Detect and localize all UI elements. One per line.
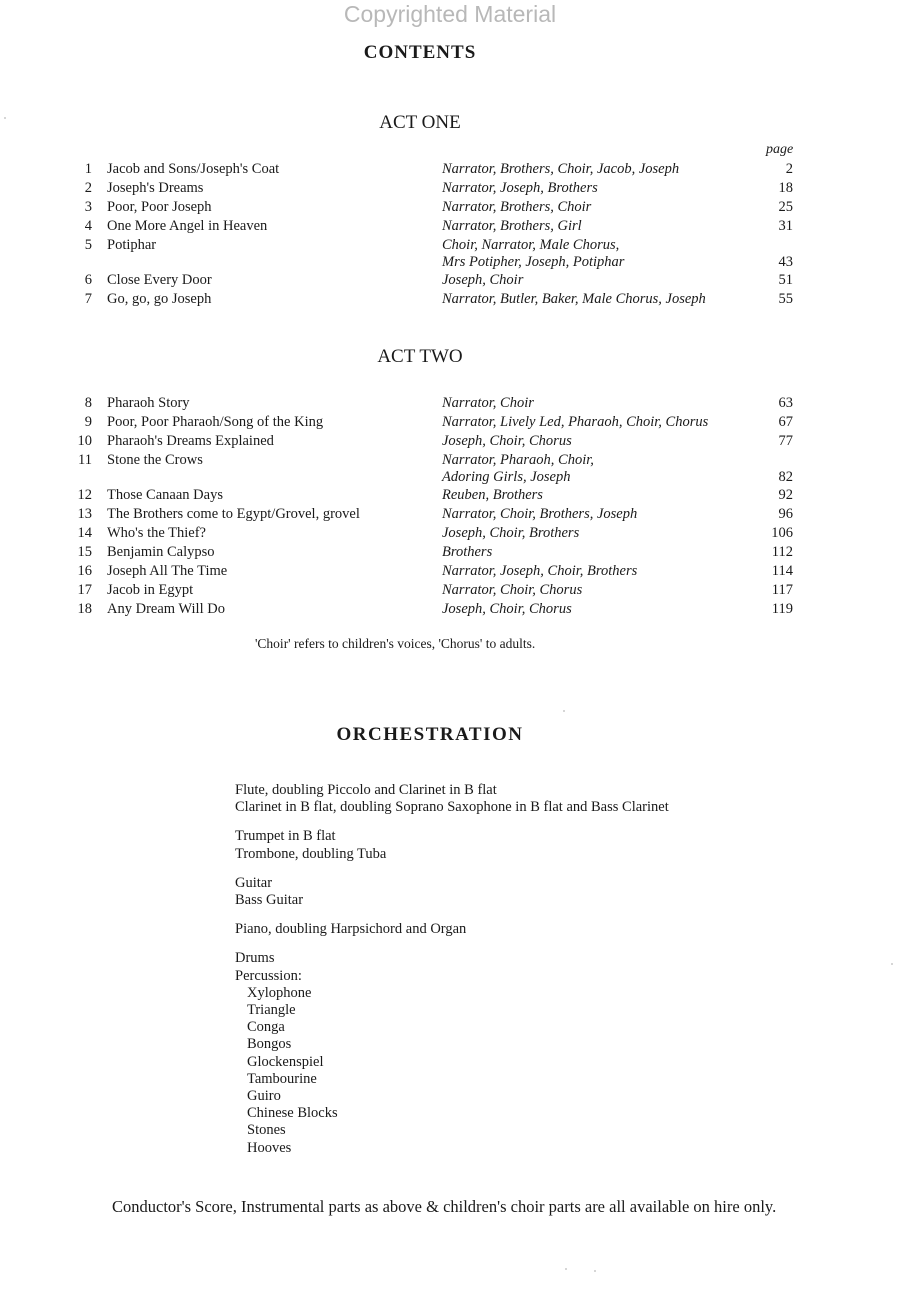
item-title: Jacob in Egypt	[107, 582, 194, 598]
cast-line: Narrator, Brothers, Choir, Jacob, Joseph	[442, 161, 680, 177]
percussion-instrument: Tambourine	[247, 1070, 317, 1087]
percussion-instrument: Guiro	[247, 1088, 281, 1105]
item-cast	[442, 414, 708, 431]
item-title: Who's the Thief?	[107, 525, 206, 541]
item-page: 112	[771, 544, 793, 560]
item-number: 5	[84, 237, 92, 253]
item-page: 117	[771, 582, 793, 598]
page-column-label: page	[766, 142, 794, 157]
item-number: 17	[77, 582, 92, 598]
instrument: Bass Guitar	[235, 892, 304, 909]
cast-line: Narrator, Pharaoh, Choir,	[442, 452, 594, 468]
percussion-instrument: Conga	[247, 1019, 285, 1036]
item-title: Joseph's Dreams	[107, 180, 204, 196]
item-page: 67	[778, 414, 793, 430]
percussion-instrument: Glockenspiel	[247, 1053, 324, 1070]
item-title: Pharaoh's Dreams Explained	[107, 433, 274, 449]
instrument: Clarinet in B flat, doubling Soprano Saxophone in B flat and Bass Clarinet	[235, 799, 669, 816]
cast-line: Adoring Girls, Joseph	[442, 469, 571, 485]
item-cast	[442, 487, 543, 504]
item-title: Close Every Door	[107, 272, 212, 288]
item-number: 13	[77, 506, 92, 522]
item-number: 11	[78, 452, 92, 468]
item-title: One More Angel in Heaven	[107, 218, 268, 234]
percussion-instrument: Xylophone	[247, 984, 312, 1001]
item-page: 25	[778, 199, 793, 215]
item-number: 2	[84, 180, 92, 196]
item-cast	[442, 433, 572, 450]
instrument: Flute, doubling Piccolo and Clarinet in B flat	[235, 782, 497, 798]
item-title: Potiphar	[107, 237, 157, 253]
item-number: 3	[84, 199, 92, 215]
item-number: 4	[84, 218, 92, 234]
instrument-group	[235, 921, 669, 938]
item-title: Pharaoh Story	[107, 395, 190, 411]
item-cast	[442, 544, 492, 561]
watermark: Copyrighted Material	[343, 1, 557, 27]
item-title: Poor, Poor Joseph	[107, 199, 212, 215]
item-number: 10	[77, 433, 92, 449]
cast-line: Joseph, Choir	[442, 272, 524, 288]
cast-line: Narrator, Brothers, Girl	[442, 218, 582, 234]
item-number: 6	[84, 272, 92, 288]
cast-line: Narrator, Choir	[442, 395, 534, 411]
item-cast	[442, 161, 679, 178]
item-title: The Brothers come to Egypt/Grovel, grovel	[107, 506, 360, 522]
instrument: Trumpet in B flat	[235, 828, 336, 845]
cast-line: Narrator, Brothers, Choir	[442, 199, 592, 215]
availability-note: Conductor's Score, Instrumental parts as above & children's choir parts are all available on hire only.	[112, 1197, 777, 1216]
item-page: 51	[778, 272, 793, 288]
item-number: 8	[84, 395, 92, 411]
item-page: 82	[778, 469, 793, 485]
cast-line: Narrator, Butler, Baker, Male Chorus, Joseph	[442, 291, 706, 307]
cast-line: Reuben, Brothers	[442, 487, 543, 503]
item-page: 114	[771, 563, 793, 579]
item-number: 14	[77, 525, 92, 541]
item-cast	[442, 395, 534, 412]
instrument-group	[235, 950, 669, 1156]
item-title: Poor, Poor Pharaoh/Song of the King	[107, 414, 324, 430]
percussion-instrument: Triangle	[247, 1002, 296, 1019]
item-page: 18	[778, 180, 793, 196]
cast-line: Choir, Narrator, Male Chorus,	[442, 237, 620, 253]
cast-line: Joseph, Choir, Brothers	[442, 525, 580, 541]
item-title: Joseph All The Time	[107, 563, 228, 579]
item-cast	[442, 525, 579, 542]
instrument-group	[235, 828, 669, 862]
item-number: 12	[77, 487, 92, 503]
scan-speck	[891, 963, 893, 965]
instrument-group	[235, 875, 669, 909]
item-page: 106	[771, 525, 793, 541]
item-cast	[442, 291, 706, 308]
item-page: 55	[778, 291, 793, 307]
instrument: Piano, doubling Harpsichord and Organ	[235, 921, 467, 938]
item-cast	[442, 199, 591, 216]
item-cast	[442, 601, 572, 618]
scan-speck	[4, 117, 6, 119]
cast-line: Narrator, Lively Led, Pharaoh, Choir, Chorus	[442, 414, 709, 430]
item-page: 96	[778, 506, 793, 522]
contents-heading: CONTENTS	[363, 42, 477, 63]
percussion-instrument: Chinese Blocks	[247, 1105, 338, 1122]
instrument-group	[235, 782, 669, 816]
instrument: Drums	[235, 950, 275, 967]
item-cast	[442, 218, 582, 235]
item-page: 92	[778, 487, 793, 503]
cast-line: Narrator, Joseph, Choir, Brothers	[442, 563, 638, 579]
item-number: 9	[84, 414, 92, 430]
item-cast	[442, 272, 523, 289]
percussion-instrument: Hooves	[247, 1139, 292, 1156]
item-number: 1	[84, 161, 92, 177]
cast-line: Brothers	[442, 544, 493, 560]
item-page: 63	[778, 395, 793, 411]
scan-speck	[563, 710, 565, 712]
cast-line: Narrator, Joseph, Brothers	[442, 180, 598, 196]
item-page: 2	[785, 161, 793, 177]
choir-note: 'Choir' refers to children's voices, 'Chorus' to adults.	[255, 636, 536, 651]
item-page: 31	[778, 218, 793, 234]
instrument: Guitar	[235, 874, 273, 891]
percussion-instrument: Stones	[247, 1122, 286, 1139]
orchestration-list	[235, 782, 669, 1157]
act-one-heading: ACT ONE	[379, 112, 461, 133]
item-title: Those Canaan Days	[107, 487, 223, 503]
item-cast	[442, 506, 637, 523]
cast-line: Narrator, Choir, Brothers, Joseph	[442, 506, 638, 522]
item-page: 119	[771, 601, 793, 617]
orchestration-heading: ORCHESTRATION	[336, 724, 524, 745]
instrument: Percussion:	[235, 967, 302, 984]
item-page: 43	[778, 254, 793, 270]
item-number: 18	[77, 601, 92, 617]
percussion-instrument: Bongos	[247, 1036, 292, 1053]
item-page: 77	[778, 433, 793, 449]
item-title: Stone the Crows	[107, 452, 203, 468]
cast-line: Joseph, Choir, Chorus	[442, 433, 572, 449]
cast-line: Narrator, Choir, Chorus	[442, 582, 583, 598]
item-title: Benjamin Calypso	[107, 544, 215, 560]
item-number: 16	[77, 563, 92, 579]
item-cast	[442, 563, 637, 580]
item-title: Any Dream Will Do	[107, 601, 225, 617]
item-number: 15	[77, 544, 92, 560]
item-cast	[442, 237, 624, 271]
item-title: Jacob and Sons/Joseph's Coat	[107, 161, 280, 177]
cast-line: Mrs Potipher, Joseph, Potiphar	[442, 254, 625, 270]
item-cast	[442, 452, 594, 486]
act-two-heading: ACT TWO	[377, 346, 463, 367]
cast-line: Joseph, Choir, Chorus	[442, 601, 572, 617]
item-title: Go, go, go Joseph	[107, 291, 212, 307]
instrument: Trombone, doubling Tuba	[235, 845, 387, 862]
scan-speck	[565, 1268, 567, 1270]
scan-speck	[594, 1270, 596, 1272]
item-number: 7	[84, 291, 92, 307]
item-cast	[442, 180, 598, 197]
item-cast	[442, 582, 582, 599]
